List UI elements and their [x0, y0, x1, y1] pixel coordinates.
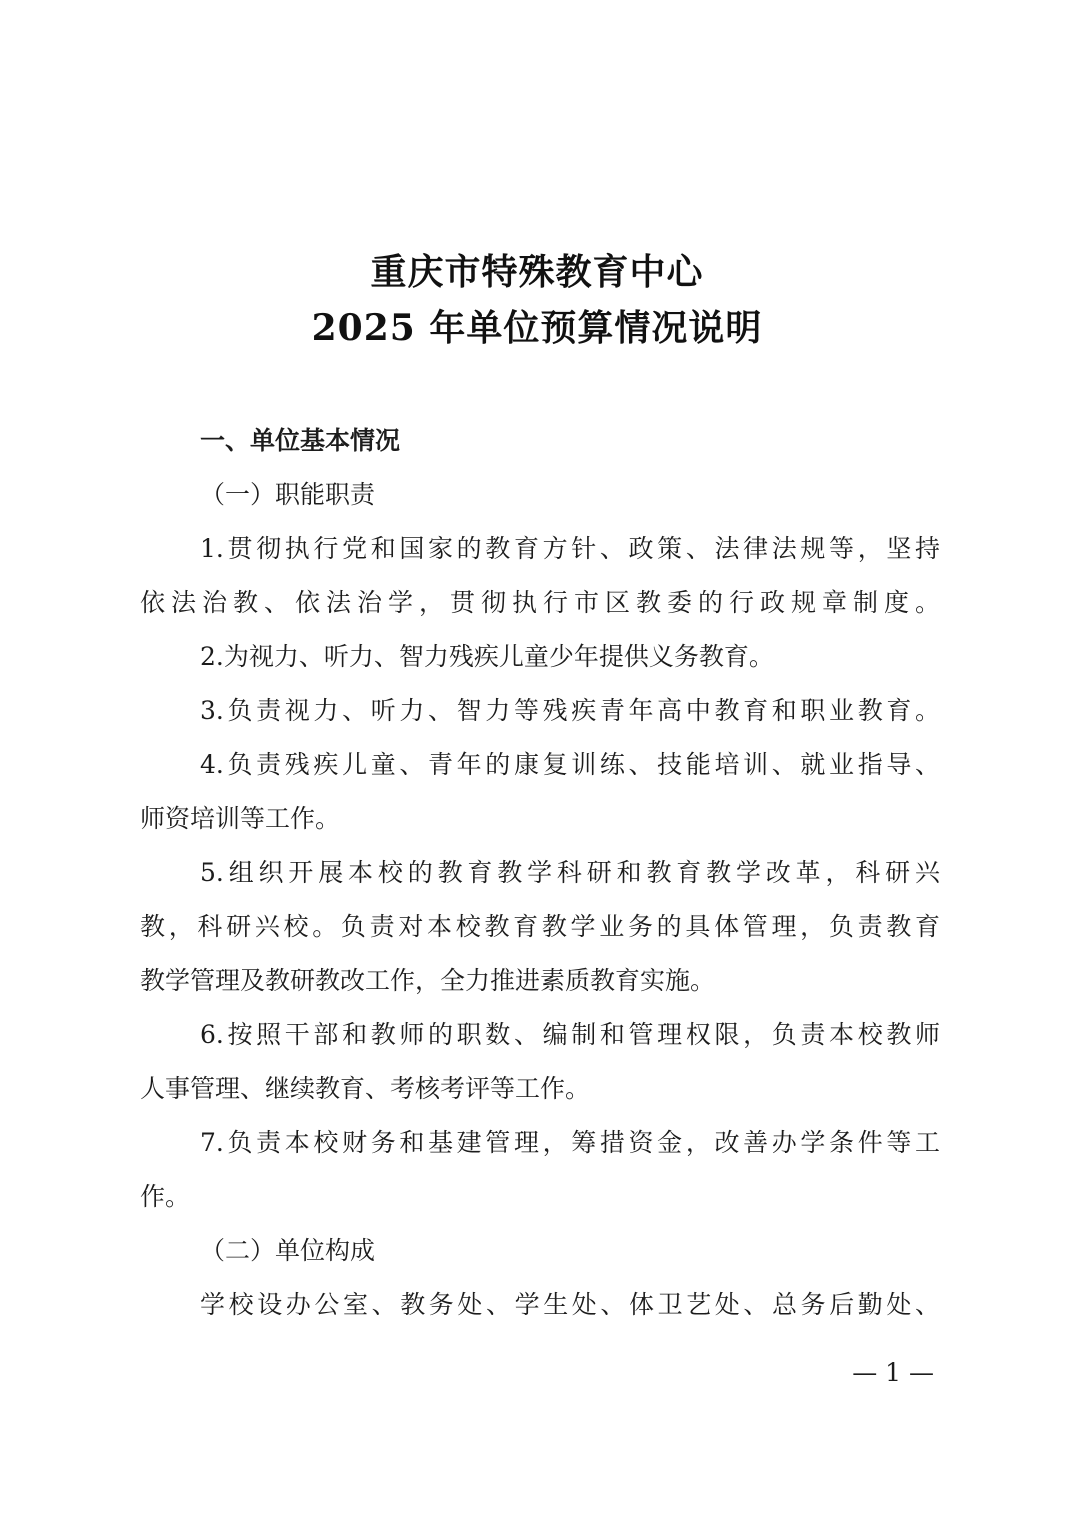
subsection-heading-functions: （一）职能职责: [200, 480, 376, 509]
paragraph-item7-line1: 7.负责本校财务和基建管理，筹措资金，改善办学条件等工: [200, 1128, 940, 1157]
document-title-line1: 重庆市特殊教育中心: [370, 251, 704, 293]
paragraph-item5-line2: 教，科研兴校。负责对本校教育教学业务的具体管理，负责教育: [140, 912, 940, 941]
paragraph-composition-line1: 学校设办公室、教务处、学生处、体卫艺处、总务后勤处、: [200, 1290, 940, 1319]
page-number: — 1 —: [852, 1358, 934, 1387]
paragraph-item2: 2.为视力、听力、智力残疾儿童少年提供义务教育。: [200, 642, 774, 671]
paragraph-item1-line1: 1.贯彻执行党和国家的教育方针、政策、法律法规等，坚持: [200, 534, 940, 563]
paragraph-item6-line2: 人事管理、继续教育、考核考评等工作。: [140, 1074, 591, 1103]
paragraph-item6-line1: 6.按照干部和教师的职数、编制和管理权限，负责本校教师: [200, 1020, 940, 1049]
paragraph-item4-line1: 4.负责残疾儿童、青年的康复训练、技能培训、就业指导、: [200, 750, 940, 779]
section-heading-basic-info: 一、单位基本情况: [200, 426, 401, 455]
paragraph-item5-line3: 教学管理及教研教改工作，全力推进素质教育实施。: [140, 966, 716, 995]
subsection-heading-composition: （二）单位构成: [200, 1236, 376, 1265]
paragraph-item4-line2: 师资培训等工作。: [140, 804, 341, 833]
paragraph-item3: 3.负责视力、听力、智力等残疾青年高中教育和职业教育。: [200, 696, 940, 725]
paragraph-item1-line2: 依法治教、依法治学，贯彻执行市区教委的行政规章制度。: [140, 588, 940, 617]
paragraph-item5-line1: 5.组织开展本校的教育教学科研和教育教学改革，科研兴: [200, 858, 940, 887]
paragraph-item7-line2: 作。: [140, 1182, 191, 1211]
document-title-line2: 2025 年单位预算情况说明: [311, 307, 763, 349]
